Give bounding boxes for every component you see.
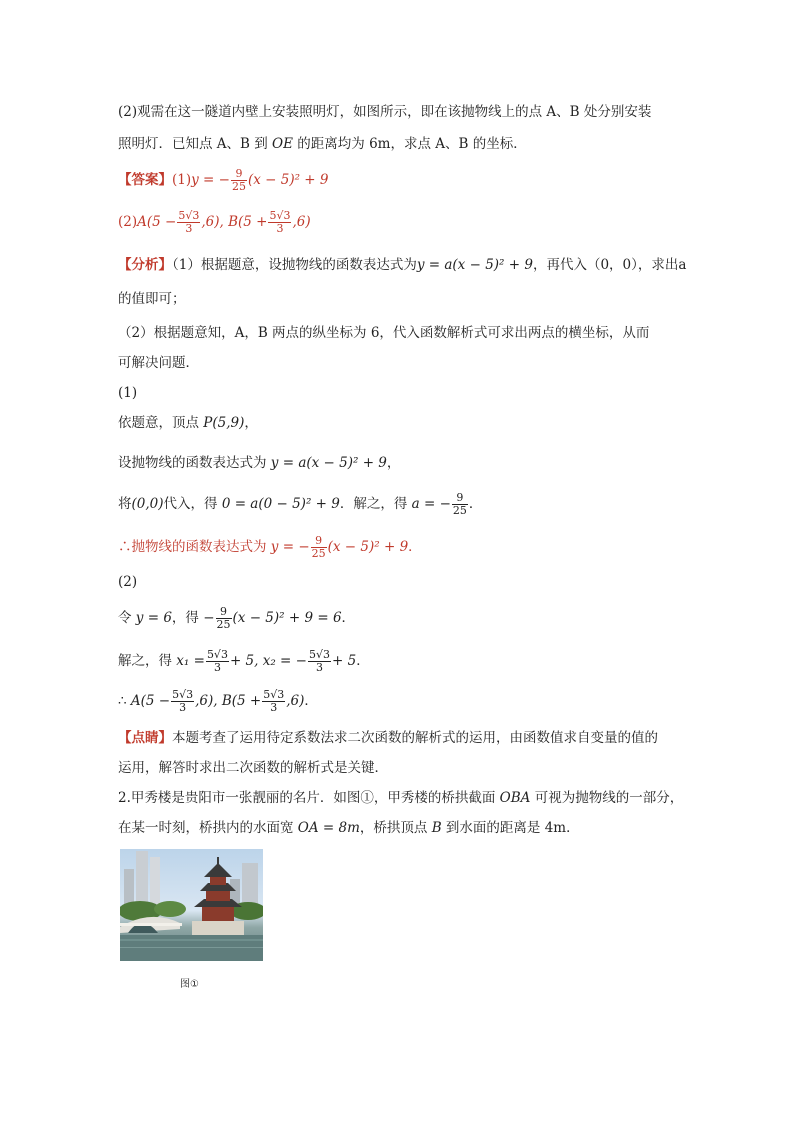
answer-line2: (2)A(5 − $\frac{5√3}{3}$ ,6), B(5 + $\frac{5√3}{3}$ ,6)	[118, 209, 311, 235]
fraction: $\frac{5√3}{3}$	[308, 648, 330, 674]
comment-line1: 【点睛】本题考查了运用待定系数法求二次函数的解析式的运用，由函数值求自变量的值的	[118, 730, 658, 746]
fraction: $\frac{9}{25}$	[452, 491, 467, 517]
solution1-line3: 将(0,0)代入，得 0 = a(0 − 5)² + 9．解之，得 a = − $\frac{9}{25}$ ．	[118, 491, 483, 517]
fraction: $\frac{5√3}{3}$	[263, 688, 285, 714]
fraction: $\frac{5√3}{3}$	[178, 209, 200, 235]
jiaxiu-tower-illustration	[120, 849, 263, 961]
q2-prompt-line1: (2)观需在这一隧道内壁上安装照明灯，如图所示，即在该抛物线上的点 A、B 处分别安装	[118, 104, 652, 120]
analysis-label: 【分析】	[118, 257, 172, 273]
analysis-line3: （2）根据题意知，A，B 两点的纵坐标为 6，代入函数解析式可求出两点的横坐标，从而	[118, 325, 650, 341]
fraction: $\frac{9}{25}$	[231, 167, 246, 193]
fraction: $\frac{5√3}{3}$	[206, 648, 228, 674]
analysis-line4: 可解决问题．	[118, 355, 199, 371]
solution2-line3: ∴ A(5 − $\frac{5√3}{3}$ ,6), B(5 + $\frac{5√3}{3}$ ,6)．	[118, 688, 318, 714]
solution1-label: (1)	[118, 385, 138, 401]
analysis-line2: 的值即可；	[118, 291, 186, 307]
solution2-line2: 解之，得 x₁ = $\frac{5√3}{3}$ + 5, x₂ = − $\frac{5√3}{3}$ + 5．	[118, 648, 370, 674]
comment-label: 【点睛】	[118, 730, 172, 746]
answer-line1: 【答案】(1)y = − $\frac{9}{25}$ (x − 5)² + 9	[118, 167, 329, 193]
solution1-line2: 设抛物线的函数表达式为 y = a(x − 5)² + 9，	[118, 455, 401, 471]
solution2-label: (2)	[118, 574, 138, 590]
fraction: $\frac{5√3}{3}$	[172, 688, 194, 714]
solution1-line4: ∴抛物线的函数表达式为 y = − $\frac{9}{25}$ (x − 5)² + 9．	[118, 534, 422, 560]
figure-caption: 图①	[180, 979, 199, 990]
fraction: $\frac{5√3}{3}$	[269, 209, 291, 235]
solution1-line1: 依题意，顶点 P(5,9)，	[118, 415, 258, 431]
analysis-line1: 【分析】（1）根据题意，设抛物线的函数表达式为y = a(x − 5)² + 9，再代入（0，0），求出a	[118, 257, 687, 273]
answer-label: 【答案】	[118, 172, 172, 188]
fraction: $\frac{9}{25}$	[311, 534, 326, 560]
q2-line1: 2.甲秀楼是贵阳市一张靓丽的名片．如图①，甲秀楼的桥拱截面 OBA 可视为抛物线的一部分，	[118, 790, 684, 806]
comment-line2: 运用，解答时求出二次函数的解析式是关键．	[118, 760, 388, 776]
solution2-line1: 令 y = 6，得 − $\frac{9}{25}$ (x − 5)² + 9 = 6．	[118, 605, 356, 631]
q2-line2: 在某一时刻，桥拱内的水面宽 OA = 8m，桥拱顶点 B 到水面的距离是 4m．	[118, 820, 580, 836]
q2-prompt-line2: 照明灯．已知点 A、B 到 OE 的距离均为 6m，求点 A、B 的坐标．	[118, 136, 527, 152]
fraction: $\frac{9}{25}$	[216, 605, 231, 631]
jiaxiu-tower-photo	[120, 849, 263, 961]
